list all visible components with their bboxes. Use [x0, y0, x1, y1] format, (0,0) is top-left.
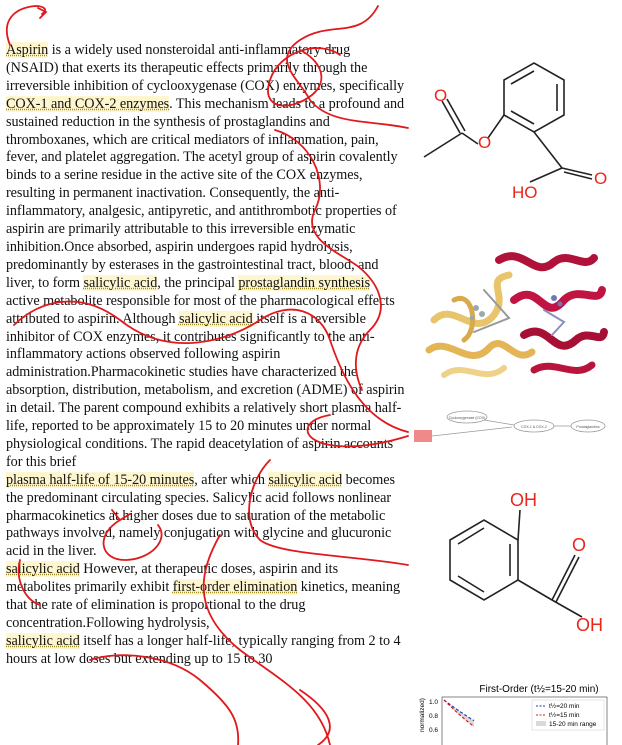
text-run: itself is a reversible inhibitor of COX enzymes, it contributes significantly to the anti-inflammatory actions observed following aspirin administration.Pharmacokinetic studies have characterized the absorption, distribution, metabolism, and excretion (ADME) of aspirin in detail. The parent compound exhibits a relatively short plasma half-life, reported to be approximately 15 to 20 minutes under normal physiological conditions. The rapid deacetylation of aspirin accounts for this brief [6, 310, 405, 470]
pathway-node-label: COX-1 & COX-2 [521, 425, 547, 429]
hydroxyl-label: HO [512, 183, 538, 202]
annotation-stroke [7, 6, 45, 45]
legend-entry: 15-20 min range [549, 721, 597, 728]
highlight-salicylic-acid[interactable]: salicylic acid [268, 471, 343, 488]
oxygen-label: O [572, 535, 587, 555]
text-run: . This mechanism leads to a profound and sustained reduction in the synthesis of prostaglandins and thromboxanes, which are critical mediators of inflammation, pain, fever, and platelet aggregation. The acetyl group of aspirin covalently binds to a serine residue in the active site of the COX enzymes, resulting in permanent inactivation. Consequently, the anti-inflammatory, analgesic, antipyretic, and antithrombotic properties of aspirin are primarily attributable to this irreversible enzymatic inhibition.Once absorbed, aspirin undergoes rapid hydrolysis, predominantly by esterases in the gastrointestinal tract, blood, and liver, to form [6, 95, 405, 291]
annotation-stroke [38, 8, 46, 18]
highlight-first-order[interactable]: first-order elimination [172, 579, 298, 596]
legend-entry: t½=15 min [549, 712, 580, 719]
pathway-node [414, 430, 432, 442]
pathway-node-label: Cyclooxygenase (COX) [448, 416, 486, 420]
highlight-prostaglandin[interactable]: prostaglandin synthesis [238, 274, 371, 291]
hydroxyl-label: OH [510, 490, 537, 510]
oxygen-label: O [434, 86, 448, 105]
article-text [6, 42, 406, 669]
y-tick-label: 1.0 [428, 699, 438, 706]
highlight-half-life[interactable]: plasma half-life of 15-20 minutes [6, 471, 195, 488]
text-run: active metabolite responsible for most of the pharmacological effects attributed to aspirin. Although [6, 292, 395, 327]
paragraph [6, 42, 406, 472]
text-run: kinetics, meaning that the rate of elimination is proportional to the drug concentration.Following hydrolysis, [6, 579, 401, 631]
highlight-salicylic-acid[interactable]: salicylic acid [83, 274, 158, 291]
legend-entry: t½=20 min [549, 703, 580, 710]
y-tick-label: 0.8 [428, 713, 438, 720]
oxygen-label: O [594, 169, 608, 188]
text-run: becomes the predominant circulating species. Salicylic acid follows nonlinear pharmacokinetics at higher doses due to saturation of the metabolic pathways involved, namely conjugation with glycine and glucuronic acid in the liver. [6, 471, 395, 560]
paragraph [6, 633, 406, 669]
text-run: However, at therapeutic doses, aspirin and its metabolites primarily exhibit [6, 561, 339, 596]
paragraph [6, 561, 406, 633]
highlight-cox[interactable]: COX-1 and COX-2 enzymes [6, 95, 170, 112]
chart-legend [532, 700, 604, 730]
chart-title: First-Order (t½=15-20 min) [479, 684, 599, 695]
first-order-chart [414, 680, 610, 745]
chart-ylabel: normalized) [419, 698, 426, 732]
aspirin-structure [412, 40, 612, 210]
paragraph [6, 472, 406, 562]
highlight-aspirin[interactable]: Aspirin [6, 42, 49, 58]
pathway-diagram [412, 408, 612, 453]
highlight-salicylic-acid[interactable]: salicylic acid [178, 310, 253, 327]
protein-structure-image [414, 240, 610, 390]
highlight-salicylic-acid[interactable]: salicylic acid [6, 561, 80, 578]
salicylic-acid-structure [412, 485, 612, 645]
annotation-stroke [300, 690, 330, 745]
hydroxyl-label: OH [576, 615, 603, 635]
text-run: , the principal [157, 274, 239, 291]
text-run: is a widely used nonsteroidal anti-inflammatory drug (NSAID) that exerts its therapeutic effects primarily through the irreversible inhibition of cyclooxygenase (COX) enzymes, specifically [6, 42, 405, 94]
text-run: , after which [194, 471, 269, 488]
pathway-node-label: Prostaglandins [576, 425, 600, 429]
highlight-salicylic-acid[interactable]: salicylic acid [6, 632, 80, 649]
text-run: itself has a longer half-life, typically ranging from 2 to 4 hours at low doses but extending up to 15 to 30 [6, 632, 401, 667]
oxygen-label: O [478, 133, 492, 152]
y-tick-label: 0.6 [428, 727, 438, 734]
